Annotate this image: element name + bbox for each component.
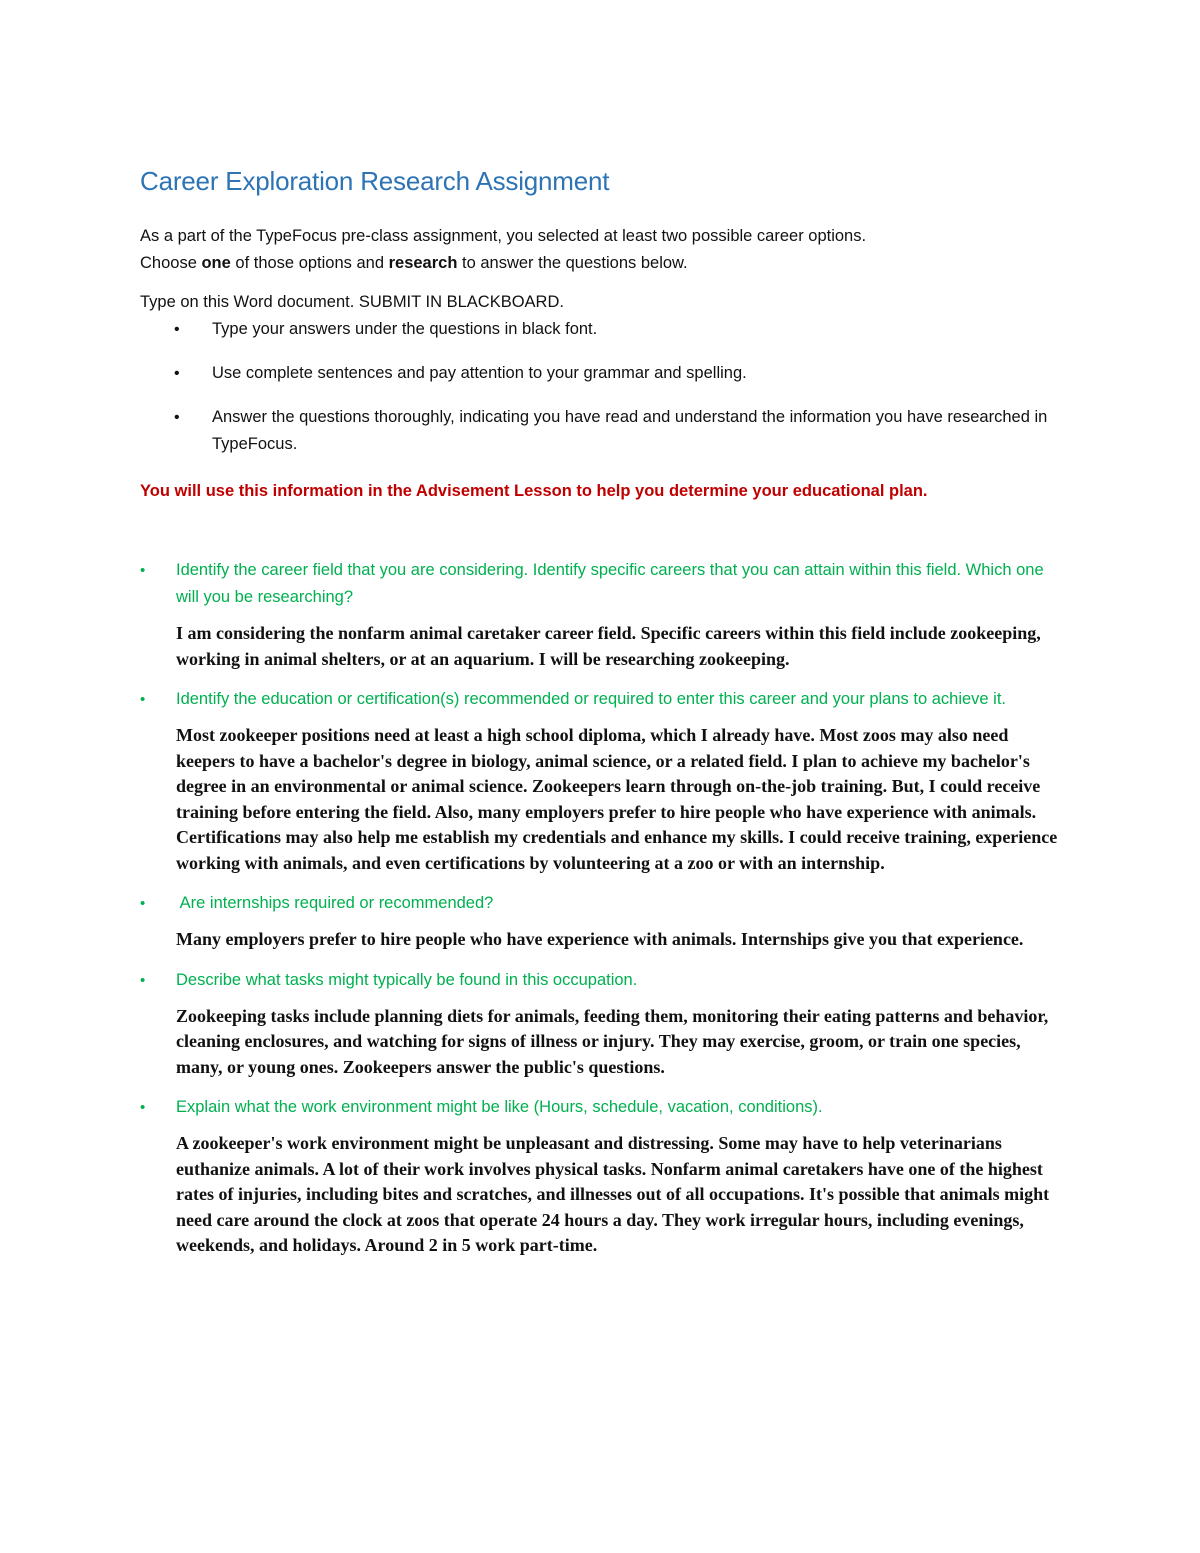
bullet-icon: • <box>174 321 180 338</box>
bullet-text: Use complete sentences and pay attention to your grammar and spelling. <box>212 364 747 382</box>
intro-line-1: As a part of the TypeFocus pre-class assignment, you selected at least two possible career options. <box>140 227 867 245</box>
intro-line-2-pre: Choose <box>140 254 202 272</box>
instruction-bullet <box>140 360 1070 387</box>
question-list <box>140 557 1070 1259</box>
question-text: Identify the career field that you are considering. Identify specific careers that you can attain within this field. Which one will you be researching? <box>176 561 1044 606</box>
answer-text: A zookeeper's work environment might be unpleasant and distressing. Some may have to help veterinarians euthanize animals. A lot of their work involves physical tasks. Nonfarm animal caretakers have one of the highest rates of injuries, including bites and scratches, and illnesses out of all occupations. It's possible that animals might need care around the clock at zoos that operate 24 hours a day. They work irregular hours, including evenings, weekends, and holidays. Around 2 in 5 work part-time. <box>176 1133 1050 1255</box>
bullet-text: Type your answers under the questions in black font. <box>212 320 598 338</box>
answer-text: I am considering the nonfarm animal caretaker career field. Specific careers within this field include zookeeping, working in animal shelters, or at an aquarium. I will be researching zookeeping. <box>176 623 1041 669</box>
intro-bold-one: one <box>201 254 231 272</box>
answer-text: Most zookeeper positions need at least a high school diploma, which I already have. Most zoos may also need keepers to have a bachelor's degree in biology, animal science, or a related field. I plan to achieve my bachelor's degree in an environmental or animal science. Zookeepers learn through on-the-job training. But, I could receive training before entering the field. Also, many employers prefer to hire people who have experience with animals. Certifications may also help me establish my credentials and enhance my skills. I could receive training, experience working with animals, and even certifications by volunteering at a zoo or with an internship. <box>176 725 1058 873</box>
question-item <box>140 1094 1070 1259</box>
answer-text: Many employers prefer to hire people who have experience with animals. Internships give you that experience. <box>176 929 1024 949</box>
question-text: Identify the education or certification(s) recommended or required to enter this career and your plans to achieve it. <box>176 690 1007 708</box>
intro-paragraph <box>140 223 1070 277</box>
question-bullet-icon: • <box>140 691 146 708</box>
bullet-icon: • <box>174 365 180 382</box>
question-text: Explain what the work environment might be like (Hours, schedule, vacation, conditions). <box>176 1098 823 1116</box>
instructions: Type on this Word document. SUBMIT IN BLACKBOARD. <box>140 293 564 311</box>
intro-bold-research: research <box>388 254 458 272</box>
bullet-text: Answer the questions thoroughly, indicating you have read and understand the information you have researched in TypeFocus. <box>212 408 1048 453</box>
instruction-bullet <box>140 404 1070 458</box>
question-bullet-icon: • <box>140 895 146 912</box>
document-title: Career Exploration Research Assignment <box>140 166 610 196</box>
question-bullet-icon: • <box>140 562 146 579</box>
instruction-bullets <box>140 316 1070 458</box>
question-bullet-icon: • <box>140 971 146 989</box>
question-item <box>140 557 1070 672</box>
intro-line-2-mid: of those options and <box>230 254 389 272</box>
bullet-icon: • <box>174 409 180 426</box>
document-page <box>140 166 1070 1273</box>
question-text: Describe what tasks might typically be found in this occupation. <box>176 970 638 989</box>
question-text: Are internships required or recommended? <box>176 894 494 912</box>
question-item <box>140 967 1070 1081</box>
question-bullet-icon: • <box>140 1099 146 1116</box>
question-item <box>140 686 1070 876</box>
instruction-bullet <box>140 316 1070 343</box>
question-item <box>140 890 1070 953</box>
answer-text: Zookeeping tasks include planning diets for animals, feeding them, monitoring their eating patterns and behavior, cleaning enclosures, and watching for signs of illness or injury. They may exercise, groom, or train one species, many, or young ones. Zookeepers answer the public's questions. <box>176 1005 1049 1077</box>
advisement-note: You will use this information in the Advisement Lesson to help you determine your educational plan. <box>140 482 928 500</box>
intro-line-2-post: to answer the questions below. <box>457 254 688 272</box>
